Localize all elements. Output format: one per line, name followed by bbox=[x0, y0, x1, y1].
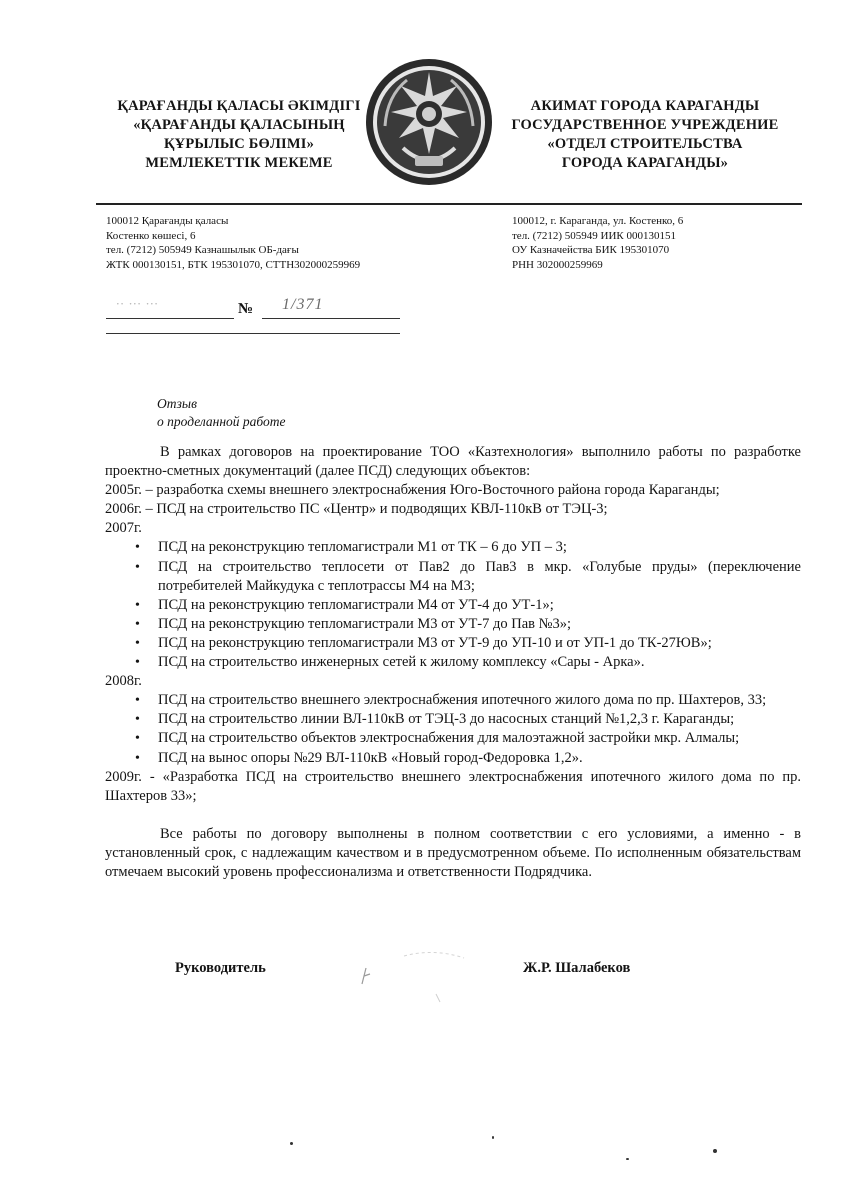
address-kazakh bbox=[106, 214, 436, 272]
list-item: • ПСД на строительство линии ВЛ-110кВ от ТЭЦ-3 до насосных станций №1,2,3 г. Караганды; bbox=[105, 710, 801, 729]
list-item: • ПСД на строительство теплосети от Пав2 до Пав3 в мкр. «Голубые пруды» (переключение потребителей Майкудука с теплотрассы М4 на М3; bbox=[105, 558, 801, 596]
state-emblem-icon bbox=[363, 56, 495, 188]
header-russian-line: ГОРОДА КАРАГАНДЫ» bbox=[561, 155, 729, 171]
header-kazakh-line: «ҚАРАҒАНДЫ ҚАЛАСЫНЫҢ bbox=[133, 117, 345, 133]
address-line: Костенко көшесі, 6 bbox=[106, 229, 196, 242]
address-line: тел. (7212) 505949 ИИК 000130151 bbox=[512, 229, 676, 242]
date-stamp-faint: ·· ··· ··· bbox=[116, 296, 159, 311]
year-2007-label: 2007г. bbox=[105, 520, 142, 537]
header-russian-line: ГОСУДАРСТВЕННОЕ УЧРЕЖДЕНИЕ bbox=[511, 117, 779, 133]
address-line: тел. (7212) 505949 Казнашылык ОБ-дағы bbox=[106, 244, 299, 256]
header-kazakh bbox=[96, 97, 382, 173]
handwritten-signature-icon bbox=[344, 950, 484, 1010]
address-line: 100012, г. Караганда, ул. Костенко, 6 bbox=[512, 215, 684, 227]
signatory-position: Руководитель bbox=[175, 960, 266, 976]
address-line: ОУ Казначейства БИК 195301070 bbox=[512, 244, 670, 256]
header-kazakh-line: ҚҰРЫЛЫС БӨЛІМІ» bbox=[163, 136, 315, 152]
date-underline bbox=[106, 318, 234, 319]
list-item: • ПСД на строительство объектов электроснабжения для малоэтажной застройки мкр. Алмалы; bbox=[105, 729, 801, 748]
document-title: Отзыв bbox=[157, 396, 197, 411]
scan-speck bbox=[290, 1142, 293, 1145]
number-label: № bbox=[238, 301, 254, 317]
conclusion-paragraph: Все работы по договору выполнены в полном соответствии с его условиями, а именно - в установленный срок, с надлежащим качеством и в предусмотренном объеме. По исполненным обязательствам отмечаем высокий уровень профессионализма и ответственности Подрядчика. bbox=[105, 825, 801, 880]
address-line: ЖТК 000130151, БТК 195301070, СТТН302000259969 bbox=[106, 258, 361, 271]
list-item: • ПСД на реконструкцию тепломагистрали М1 от ТК – 6 до УП – 3; bbox=[105, 538, 801, 557]
year-2008-label: 2008г. bbox=[105, 673, 142, 690]
scan-speck bbox=[713, 1149, 717, 1153]
reference-underline bbox=[106, 333, 400, 334]
address-line: 100012 Қарағанды қаласы bbox=[106, 215, 229, 227]
header-kazakh-line: ҚАРАҒАНДЫ ҚАЛАСЫ ӘКІМДІГІ bbox=[117, 98, 361, 114]
list-item: • ПСД на строительство инженерных сетей к жилому комплексу «Сары - Арка». bbox=[105, 653, 801, 672]
document-subtitle: о проделанной работе bbox=[157, 414, 286, 429]
header-russian-line: АКИМАТ ГОРОДА КАРАГАНДЫ bbox=[530, 98, 760, 114]
year-2005-entry: 2005г. – разработка схемы внешнего электроснабжения Юго-Восточного района города Караганды; bbox=[105, 482, 720, 499]
list-item: • ПСД на строительство внешнего электроснабжения ипотечного жилого дома по пр. Шахтеров, 33; bbox=[105, 691, 801, 710]
signatory-name: Ж.Р. Шалабеков bbox=[523, 960, 631, 976]
letter-body bbox=[105, 443, 801, 882]
address-line: РНН 302000259969 bbox=[512, 258, 603, 271]
scan-speck bbox=[626, 1158, 629, 1160]
list-item: • ПСД на вынос опоры №29 ВЛ-110кВ «Новый город-Федоровка 1,2». bbox=[105, 749, 801, 768]
number-underline bbox=[262, 318, 400, 319]
list-item: • ПСД на реконструкцию тепломагистрали М4 от УТ-4 до УТ-1»; bbox=[105, 596, 801, 615]
address-russian bbox=[512, 214, 802, 272]
intro-paragraph: В рамках договоров на проектирование ТОО «Казтехнология» выполнило работы по разработке проектно-сметных документаций (далее ПСД) следующих объектов: bbox=[105, 444, 801, 480]
list-item: • ПСД на реконструкцию тепломагистрали М3 от УТ-7 до Пав №3»; bbox=[105, 615, 801, 634]
header-russian-line: «ОТДЕЛ СТРОИТЕЛЬСТВА bbox=[547, 136, 743, 152]
list-item: • ПСД на реконструкцию тепломагистрали М3 от УТ-9 до УП-10 и от УП-1 до ТК-27ЮВ»; bbox=[105, 634, 801, 653]
year-2006-entry: 2006г. – ПСД на строительство ПС «Центр» и подводящих КВЛ-110кВ от ТЭЦ-3; bbox=[105, 501, 608, 518]
header-russian bbox=[500, 97, 790, 173]
header-divider bbox=[96, 203, 802, 205]
registration-number: 1/371 bbox=[282, 296, 324, 313]
scan-speck bbox=[492, 1136, 494, 1139]
year-2009-entry: 2009г. - «Разработка ПСД на строительство внешнего электроснабжения ипотечного жилого дома по пр. Шахтеров 33»; bbox=[105, 768, 801, 804]
header-kazakh-line: МЕМЛЕКЕТТІК МЕКЕМЕ bbox=[145, 155, 333, 171]
